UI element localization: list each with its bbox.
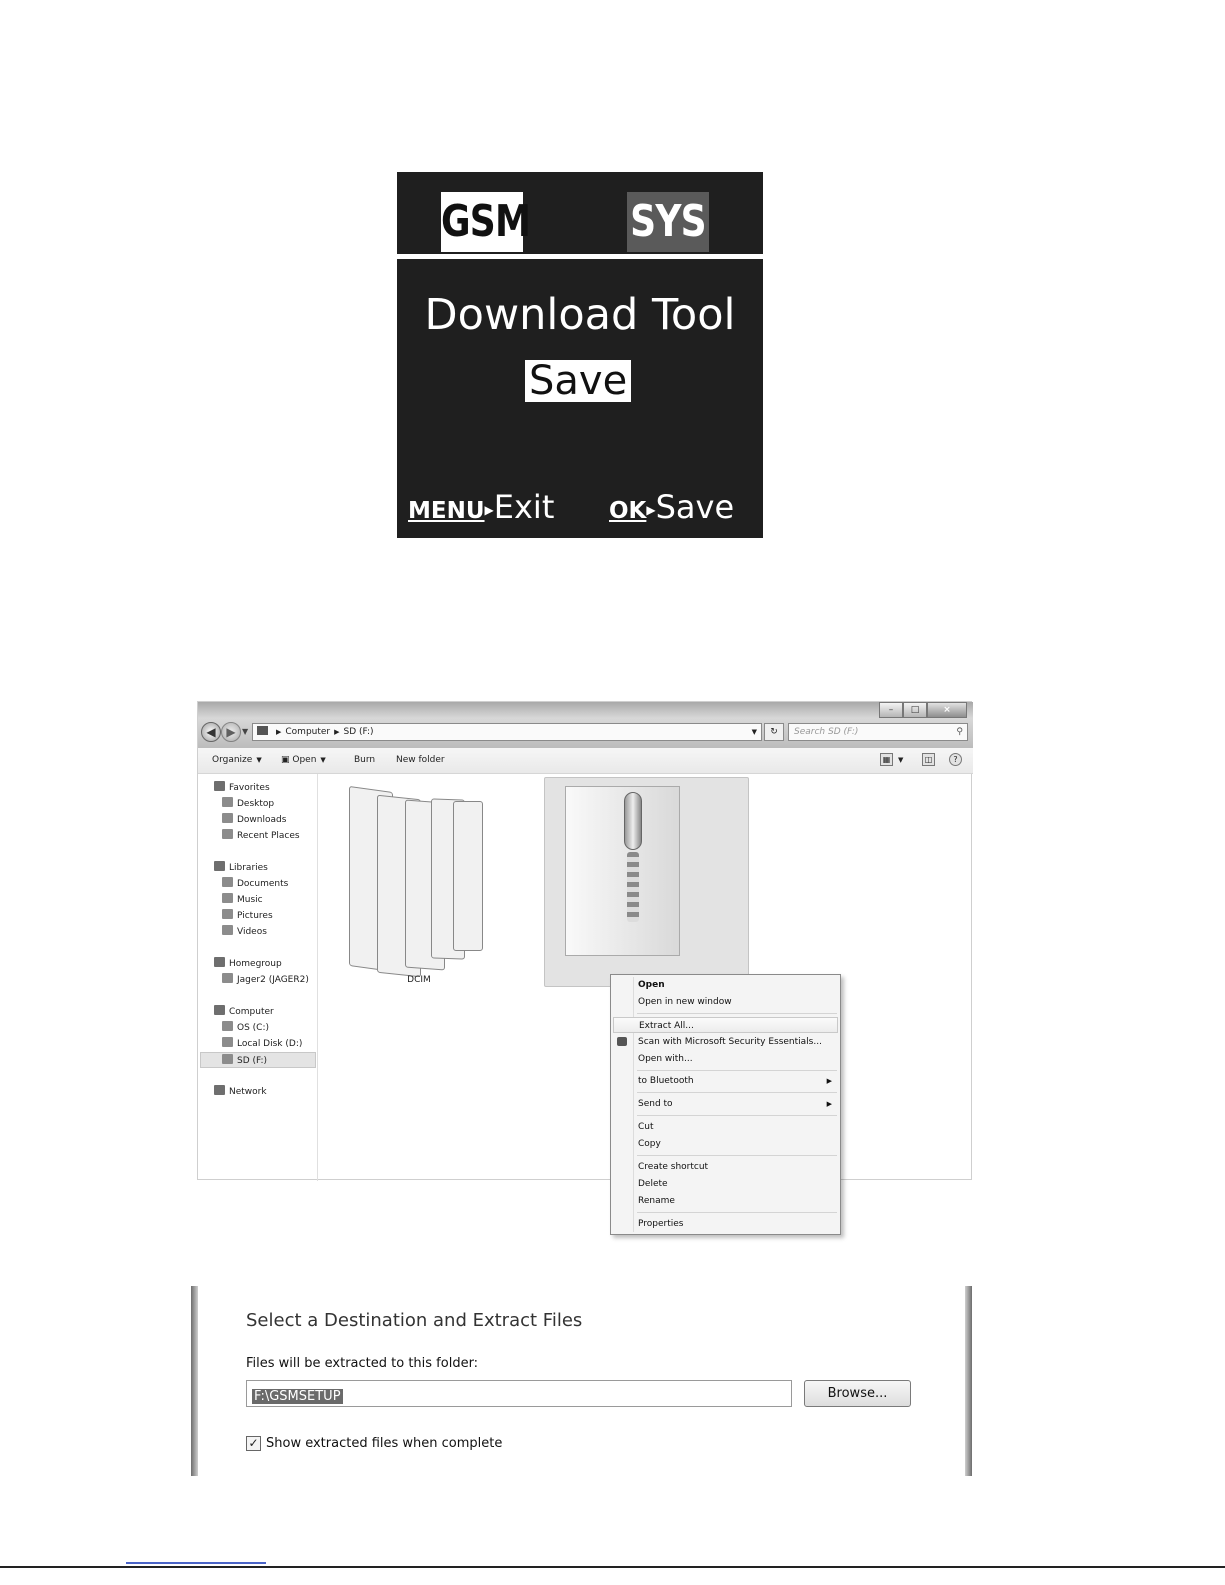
menu-item-open-with[interactable]: Open with... <box>638 1054 693 1064</box>
nav-downloads[interactable]: Downloads <box>222 812 286 828</box>
menu-item-create-shortcut[interactable]: Create shortcut <box>638 1162 709 1172</box>
dialog-heading: Select a Destination and Extract Files <box>246 1310 583 1331</box>
menu-item-properties[interactable]: Properties <box>638 1219 684 1229</box>
zipper-icon <box>620 792 646 922</box>
ok-key-label: OK <box>609 498 647 524</box>
menu-item-delete[interactable]: Delete <box>638 1179 668 1189</box>
tab-sys[interactable]: SYS <box>627 192 709 252</box>
navigation-pane <box>198 774 318 1181</box>
selected-option[interactable]: Save <box>525 360 631 402</box>
folder-label-dcim: DCIM <box>407 975 431 985</box>
nav-documents[interactable]: Documents <box>222 876 288 892</box>
nav-computer[interactable]: Computer <box>214 1004 274 1020</box>
computer-icon <box>214 1005 225 1015</box>
chevron-right-icon: ▶ <box>334 728 340 736</box>
menu-item-cut[interactable]: Cut <box>638 1122 654 1132</box>
menu-item-scan[interactable]: Scan with Microsoft Security Essentials... <box>613 1034 838 1050</box>
save-action-label: Save <box>655 488 735 526</box>
menu-title: Download Tool <box>424 290 736 340</box>
search-icon: ⚲ <box>956 727 963 737</box>
menu-key-label: MENU <box>408 498 485 524</box>
footer-rule <box>0 1566 1225 1568</box>
search-placeholder: Search SD (F:) <box>794 727 859 737</box>
window-controls <box>879 702 967 718</box>
chevron-down-icon: ▼ <box>256 756 262 764</box>
libraries-icon <box>214 861 225 871</box>
menu-item-bluetooth[interactable]: to Bluetooth ▶ <box>613 1073 838 1089</box>
nav-favorites[interactable]: Favorites <box>214 780 270 796</box>
drive-icon <box>222 1021 233 1031</box>
forward-button[interactable]: ▶ <box>221 722 241 742</box>
nav-jager2[interactable]: Jager2 (JAGER2) <box>222 972 309 988</box>
destination-path-input[interactable] <box>246 1380 792 1407</box>
camera-lcd-screen <box>397 172 763 538</box>
star-icon <box>214 781 225 791</box>
recent-pages-dropdown[interactable]: ▼ <box>242 727 249 736</box>
back-button[interactable]: ◀ <box>201 722 221 742</box>
security-essentials-icon <box>617 1037 627 1046</box>
address-bar[interactable] <box>252 723 762 741</box>
chevron-right-icon: ▶ <box>276 728 282 736</box>
downloads-icon <box>222 813 233 823</box>
homegroup-icon <box>214 957 225 967</box>
network-icon <box>214 1085 225 1095</box>
nav-desktop[interactable]: Desktop <box>222 796 274 812</box>
breadcrumb-computer[interactable]: Computer <box>285 727 331 737</box>
submenu-arrow-icon: ▶ <box>826 1100 832 1108</box>
sd-card-icon <box>222 1054 233 1064</box>
menu-item-send-to[interactable]: Send to ▶ <box>613 1096 838 1112</box>
context-menu <box>610 974 841 1235</box>
tab-gsm[interactable]: GSM <box>441 192 523 252</box>
folder-page <box>453 801 483 951</box>
refresh-button[interactable]: ↻ <box>764 723 784 741</box>
menu-item-open-new-window[interactable]: Open in new window <box>638 997 732 1007</box>
destination-path-value: F:\GSMSETUP <box>254 1389 341 1404</box>
footer-link[interactable] <box>126 1562 266 1564</box>
nav-music[interactable]: Music <box>222 892 263 908</box>
desktop-icon <box>222 797 233 807</box>
recent-places-icon <box>222 829 233 839</box>
window-titlebar <box>198 702 973 748</box>
minimize-button[interactable]: – <box>879 702 903 718</box>
folder-item-dcim[interactable] <box>349 779 489 984</box>
nav-libraries[interactable]: Libraries <box>214 860 268 876</box>
chevron-down-icon: ▼ <box>320 756 326 764</box>
menu-exit-hint <box>408 488 554 526</box>
sd-card-icon <box>257 726 268 735</box>
maximize-button[interactable]: □ <box>903 702 927 718</box>
show-files-label[interactable]: Show extracted files when complete <box>266 1436 503 1451</box>
checkmark-icon: ✓ <box>248 1436 259 1450</box>
submenu-arrow-icon: ▶ <box>826 1077 832 1085</box>
nav-homegroup[interactable]: Homegroup <box>214 956 282 972</box>
extract-dialog <box>191 1286 972 1476</box>
new-folder-button[interactable]: New folder <box>396 755 445 765</box>
open-button[interactable]: ▣ Open ▼ <box>281 755 326 765</box>
organize-button[interactable]: Organize ▼ <box>212 755 262 765</box>
nav-sd-f[interactable]: SD (F:) <box>200 1052 316 1068</box>
close-button[interactable]: × <box>927 702 967 718</box>
documents-icon <box>222 877 233 887</box>
file-list-area <box>319 774 973 1229</box>
open-icon: ▣ <box>281 755 293 765</box>
nav-pictures[interactable]: Pictures <box>222 908 273 924</box>
page-footer <box>0 1560 1225 1585</box>
arrow-right-icon: ▶ <box>646 503 656 517</box>
show-files-checkbox[interactable] <box>246 1436 261 1451</box>
explorer-window <box>197 701 972 1229</box>
command-bar <box>198 748 973 774</box>
preview-pane-icon[interactable]: ◫ <box>922 753 935 766</box>
pictures-icon <box>222 909 233 919</box>
nav-network[interactable]: Network <box>214 1084 267 1100</box>
destination-label: Files will be extracted to this folder: <box>246 1356 479 1371</box>
tab-divider <box>397 254 763 259</box>
exit-action-label: Exit <box>493 488 555 526</box>
browse-button[interactable]: Browse... <box>804 1380 911 1407</box>
breadcrumb-sd[interactable]: SD (F:) <box>343 727 374 737</box>
change-view-icon[interactable]: ▦ <box>880 753 893 766</box>
drive-icon <box>222 1037 233 1047</box>
help-icon[interactable]: ? <box>949 753 962 766</box>
videos-icon <box>222 925 233 935</box>
burn-button[interactable]: Burn <box>354 755 376 765</box>
nav-local-disk-d[interactable]: Local Disk (D:) <box>222 1036 302 1052</box>
menu-item-copy[interactable]: Copy <box>638 1139 661 1149</box>
view-dropdown-icon[interactable]: ▼ <box>898 756 904 764</box>
ok-save-hint <box>609 488 734 526</box>
menu-item-extract-all[interactable]: Extract All... <box>613 1017 838 1033</box>
address-dropdown-icon[interactable]: ▼ <box>751 728 757 736</box>
nav-videos[interactable]: Videos <box>222 924 267 940</box>
search-input[interactable] <box>788 723 968 741</box>
user-icon <box>222 973 233 983</box>
nav-os-c[interactable]: OS (C:) <box>222 1020 269 1036</box>
arrow-right-icon: ▶ <box>484 503 494 517</box>
nav-recent-places[interactable]: Recent Places <box>222 828 300 844</box>
zip-folder-item[interactable] <box>544 777 749 987</box>
menu-item-open[interactable]: Open <box>638 980 665 990</box>
music-icon <box>222 893 233 903</box>
menu-item-rename[interactable]: Rename <box>638 1196 675 1206</box>
